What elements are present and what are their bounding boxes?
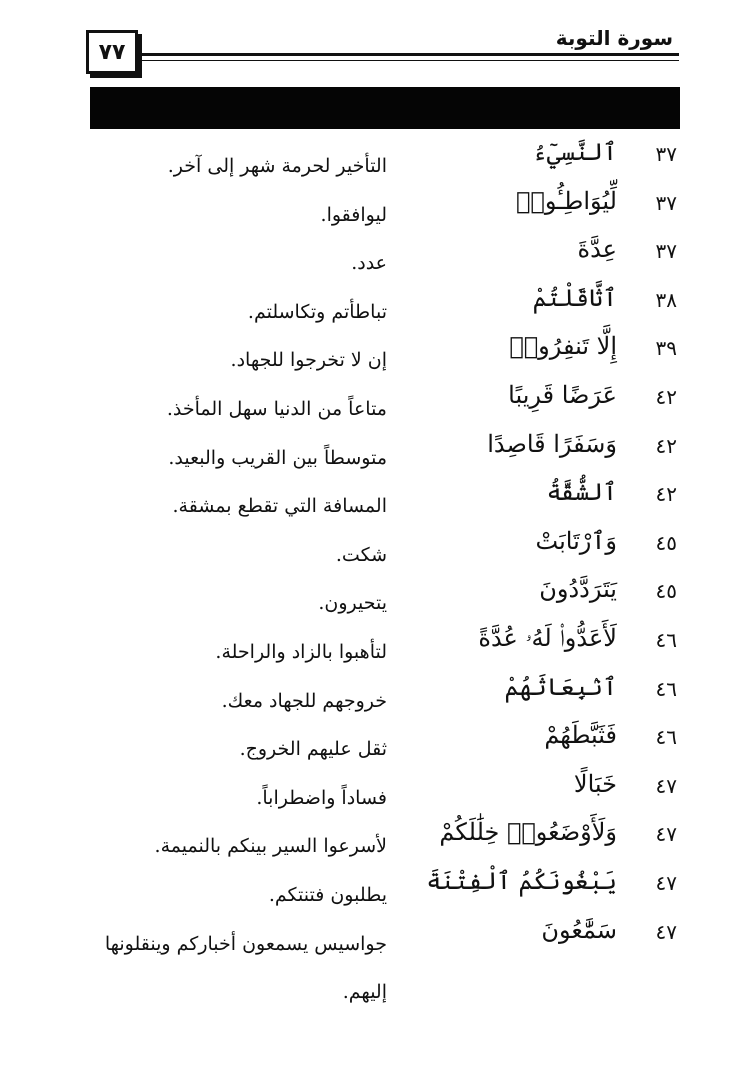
glossary-row xyxy=(0,865,755,914)
surah-title: سورة التوبة xyxy=(555,26,673,50)
glossary-row xyxy=(0,330,755,379)
quranic-word: سَمَّٰعُونَ xyxy=(541,915,617,944)
word-meaning: ثقل عليهم الخروج. xyxy=(239,738,387,761)
quranic-word: ٱلشُّقَّةُ xyxy=(546,478,617,507)
glossary-row xyxy=(0,233,755,282)
quranic-word: لِّيُوَاطِـُٔوا۟ xyxy=(516,186,617,215)
word-meaning: ليوافقوا. xyxy=(320,203,387,226)
glossary-row xyxy=(0,622,755,671)
quranic-word: خَبَالًا xyxy=(573,769,617,798)
quranic-word: ٱثَّاقَلْتُمْ xyxy=(532,283,617,312)
glossary-row xyxy=(0,428,755,477)
quranic-word: وَلَأَوْضَعُوا۟ خِلَٰلَكُمْ xyxy=(439,818,617,847)
verse-number: ٣٧ xyxy=(655,239,677,264)
verse-number: ٤٦ xyxy=(655,627,677,652)
word-meaning: تباطأتم وتكاسلتم. xyxy=(247,300,387,323)
glossary-row xyxy=(0,282,755,331)
header-rule xyxy=(138,53,679,56)
quranic-word: إِلَّا تَنفِرُوا۟ xyxy=(509,332,617,361)
word-meaning: لأسرعوا السير بينكم بالنميمة. xyxy=(154,835,387,858)
quranic-word: فَثَبَّطَهُمْ xyxy=(544,721,617,750)
glossary-row xyxy=(0,525,755,574)
glossary-row xyxy=(0,379,755,428)
verse-number: ٤٧ xyxy=(655,822,677,847)
verse-number: ٤٢ xyxy=(655,384,677,409)
verse-number: ٣٩ xyxy=(655,336,677,361)
glossary-row xyxy=(0,573,755,622)
word-meaning: متوسطاً بين القريب والبعيد. xyxy=(168,446,387,469)
verse-number: ٤٧ xyxy=(655,870,677,895)
verse-number: ٣٧ xyxy=(655,190,677,215)
word-meaning: إن لا تخرجوا للجهاد. xyxy=(230,349,387,372)
verse-number: ٣٧ xyxy=(655,142,677,166)
header-rule-thin xyxy=(138,60,679,61)
quranic-word: عَرَضًا قَرِيبًا xyxy=(508,380,617,409)
quranic-word: يَتَرَدَّدُونَ xyxy=(539,575,617,604)
glossary-row xyxy=(0,671,755,720)
word-meaning: متاعاً من الدنيا سهل المأخذ. xyxy=(166,397,387,420)
verse-number: ٤٧ xyxy=(655,773,677,798)
glossary-row xyxy=(0,768,755,817)
verse-number: ٤٢ xyxy=(655,482,677,507)
glossary-row xyxy=(0,476,755,525)
header-band xyxy=(90,87,680,129)
quranic-word: ٱنۢبِعَاثَهُمْ xyxy=(504,672,617,701)
glossary-list xyxy=(0,136,755,1010)
word-meaning: جواسيس يسمعون أخباركم وينقلونها إليهم. xyxy=(104,932,387,1003)
word-meaning: يتحيرون. xyxy=(318,592,387,615)
verse-number: ٤٢ xyxy=(655,433,677,458)
word-meaning: المسافة التي تقطع بمشقة. xyxy=(172,495,387,518)
verse-number: ٤٥ xyxy=(655,530,677,555)
glossary-row xyxy=(0,136,755,185)
verse-number: ٤٥ xyxy=(655,579,677,604)
word-meaning: فساداً واضطراباً. xyxy=(256,786,387,809)
verse-number: ٤٦ xyxy=(655,725,677,750)
quranic-word: وَسَفَرًا قَاصِدًا xyxy=(487,429,617,458)
word-meaning: خروجهم للجهاد معك. xyxy=(221,689,387,712)
word-meaning: شكت. xyxy=(335,543,387,566)
verse-number: ٤٧ xyxy=(655,919,677,944)
quranic-word: لَأَعَدُّوا۟ لَهُۥ عُدَّةً xyxy=(478,623,617,652)
glossary-row xyxy=(0,914,755,1010)
word-meaning: يطلبون فتنتكم. xyxy=(268,883,387,906)
quranic-word: ٱلنَّسِيٓءُ xyxy=(532,138,617,166)
glossary-row xyxy=(0,719,755,768)
page-number: ٧٧ xyxy=(86,30,138,74)
quranic-word: عِدَّةَ xyxy=(577,235,617,264)
glossary-row xyxy=(0,816,755,865)
glossary-row xyxy=(0,185,755,234)
quranic-word: يَبْغُونَكُمُ ٱلْفِتْنَةَ xyxy=(426,866,617,895)
verse-number: ٤٦ xyxy=(655,676,677,701)
word-meaning: عدد. xyxy=(351,252,387,275)
word-meaning: التأخير لحرمة شهر إلى آخر. xyxy=(167,155,387,177)
word-meaning: لتأهبوا بالزاد والراحلة. xyxy=(215,640,387,663)
quranic-word: وَٱرْتَابَتْ xyxy=(535,526,617,555)
verse-number: ٣٨ xyxy=(655,287,677,312)
